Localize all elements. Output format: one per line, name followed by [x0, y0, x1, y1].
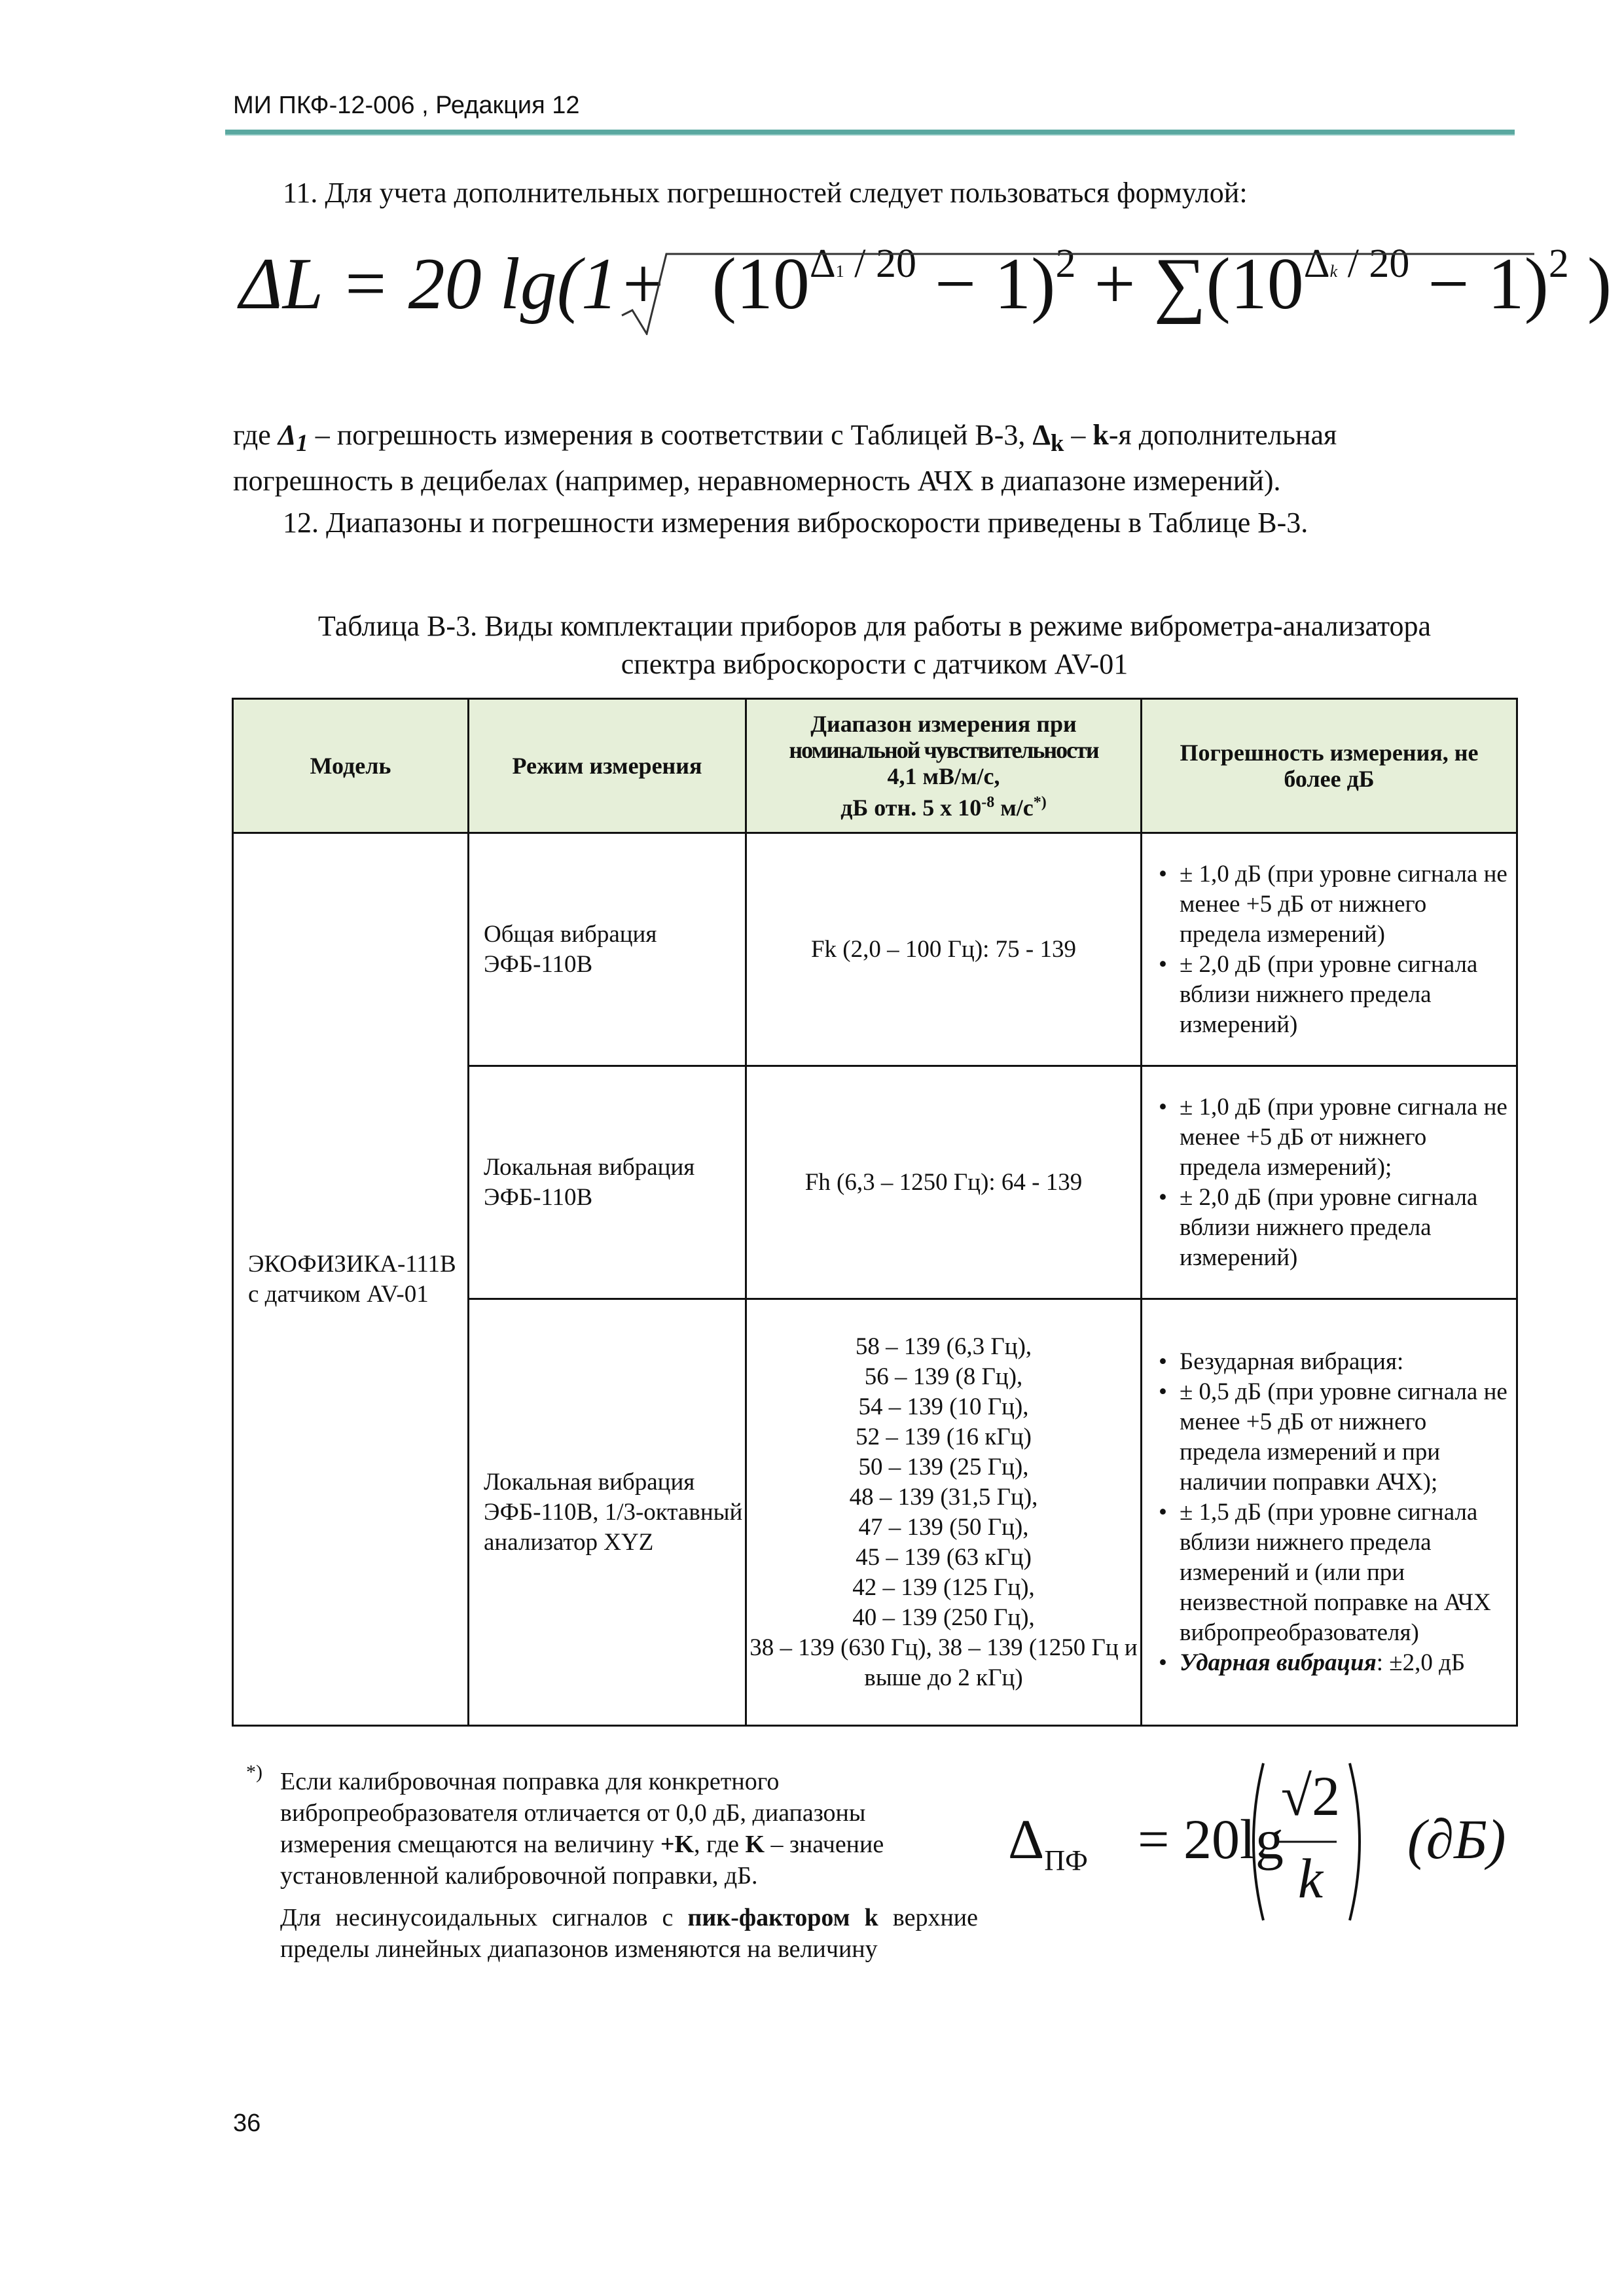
error-cell: [1142, 833, 1517, 1066]
paragraph-11: 11. Для учета дополнительных погрешностей следует пользоваться формулой:: [283, 177, 1248, 209]
paragraph-12: 12. Диапазоны и погрешности измерения виброскорости приведены в Таблице В-3.: [283, 507, 1308, 539]
error-item: • Ударная вибрация: ±2,0 дБ: [1143, 1648, 1515, 1678]
error-item: • ± 1,5 дБ (при уровне сигнала вблизи нижнего предела измерений и (или при неизвестной поправке на АЧХ вибропреобразователя): [1143, 1498, 1515, 1648]
mode-cell: Общая вибрация ЭФБ-110В: [469, 833, 746, 1066]
sqrt-sign: [621, 250, 1537, 335]
error-item: • Безударная вибрация:: [1143, 1347, 1515, 1377]
table-caption: Таблица В-3. Виды комплектации приборов для работы в режиме виброметра-анализатора спектра виброскорости с датчиком AV-01: [317, 610, 1432, 680]
error-item: • ± 2,0 дБ (при уровне сигнала вблизи нижнего предела измерений): [1143, 950, 1515, 1040]
page-number: 36: [233, 2109, 261, 2137]
header-model: Модель: [233, 699, 469, 833]
footnote-text: Если калибровочная поправка для конкретного вибропреобразователя отличается от 0,0 дБ, диапазоны измерения смещаются на величину +K, где K – значение установленной калибровочной поправки, дБ.: [280, 1768, 884, 1890]
formula-peak-factor: $\Delta_{ПФ}$ = 20lg √2 k (∂Б): [1008, 1754, 1519, 1924]
mode-cell: Локальная вибрация ЭФБ-110В, 1/3-октавный анализатор XYZ: [469, 1299, 746, 1726]
table-header-row: [233, 699, 1517, 833]
document-header: МИ ПКФ-12-006 , Редакция 12: [233, 92, 580, 119]
formula-delta-l: ΔL = 20 $\lg(1+ (10^{\Delta 1 / 20} - 1)^2 + \sum(10^{\Delta k / 20} - 1)^2$ ): [240, 241, 1612, 325]
error-item: • ± 1,0 дБ (при уровне сигнала не менее +5 дБ от нижнего предела измерений);: [1143, 1092, 1515, 1183]
error-item: • ± 0,5 дБ (при уровне сигнала не менее +5 дБ от нижнего предела измерений и при наличии поправки АЧХ);: [1143, 1377, 1515, 1498]
range-cell: 58 – 139 (6,3 Гц), 56 – 139 (8 Гц), 54 – 139 (10 Гц), 52 – 139 (16 кГц) 50 – 139 (25 Гц), 48 – 139 (31,5 Гц), 47 – 139 (50 Гц), 45 – 139 (63 кГц) 42 – 139 (125 Гц), 40 – 139 (250 Гц), 38 – 139 (630 Гц), 38 – 139 (1250 Гц и выше до 2 кГц): [746, 1299, 1142, 1726]
footnote-peak-factor: Для несинусоидальных сигналов с пик-фактором k верхние пределы линейных диапазонов изменяются на величину: [280, 1904, 978, 1963]
error-item: • ± 1,0 дБ (при уровне сигнала не менее +5 дБ от нижнего предела измерений): [1143, 859, 1515, 950]
error-item: • ± 2,0 дБ (при уровне сигнала вблизи нижнего предела измерений): [1143, 1183, 1515, 1273]
table-b3: [232, 698, 1518, 1727]
range-cell: Fk (2,0 – 100 Гц): 75 - 139: [746, 833, 1142, 1066]
formula-lhs: ΔL = 20 lg(1+: [240, 243, 668, 325]
formula-explanation: где $\Delta_1$ – погрешность измерения в соответствии с Таблицей В-3, $\Delta_k - k-я$ дополнительная погрешность в децибелах (например, неравномерность АЧХ в диапазоне измерений).: [233, 419, 1337, 497]
header-error: Погрешность измерения, не более дБ: [1142, 699, 1517, 833]
header-rule: [225, 130, 1515, 135]
error-cell: [1142, 1066, 1517, 1299]
range-cell: Fh (6,3 – 1250 Гц): 64 - 139: [746, 1066, 1142, 1299]
header-range: Диапазон измерения при номинальной чувствительности 4,1 мВ/м/с, дБ отн. 5 х $10^{-8}$ м/с*): [746, 699, 1142, 833]
mode-cell: Локальная вибрация ЭФБ-110В: [469, 1066, 746, 1299]
table-row: [233, 833, 1517, 1066]
error-cell: [1142, 1299, 1517, 1726]
header-mode: Режим измерения: [469, 699, 746, 833]
model-cell: ЭКОФИЗИКА-111В с датчиком AV-01: [233, 833, 469, 1726]
footnote-mark: *): [246, 1761, 262, 1783]
